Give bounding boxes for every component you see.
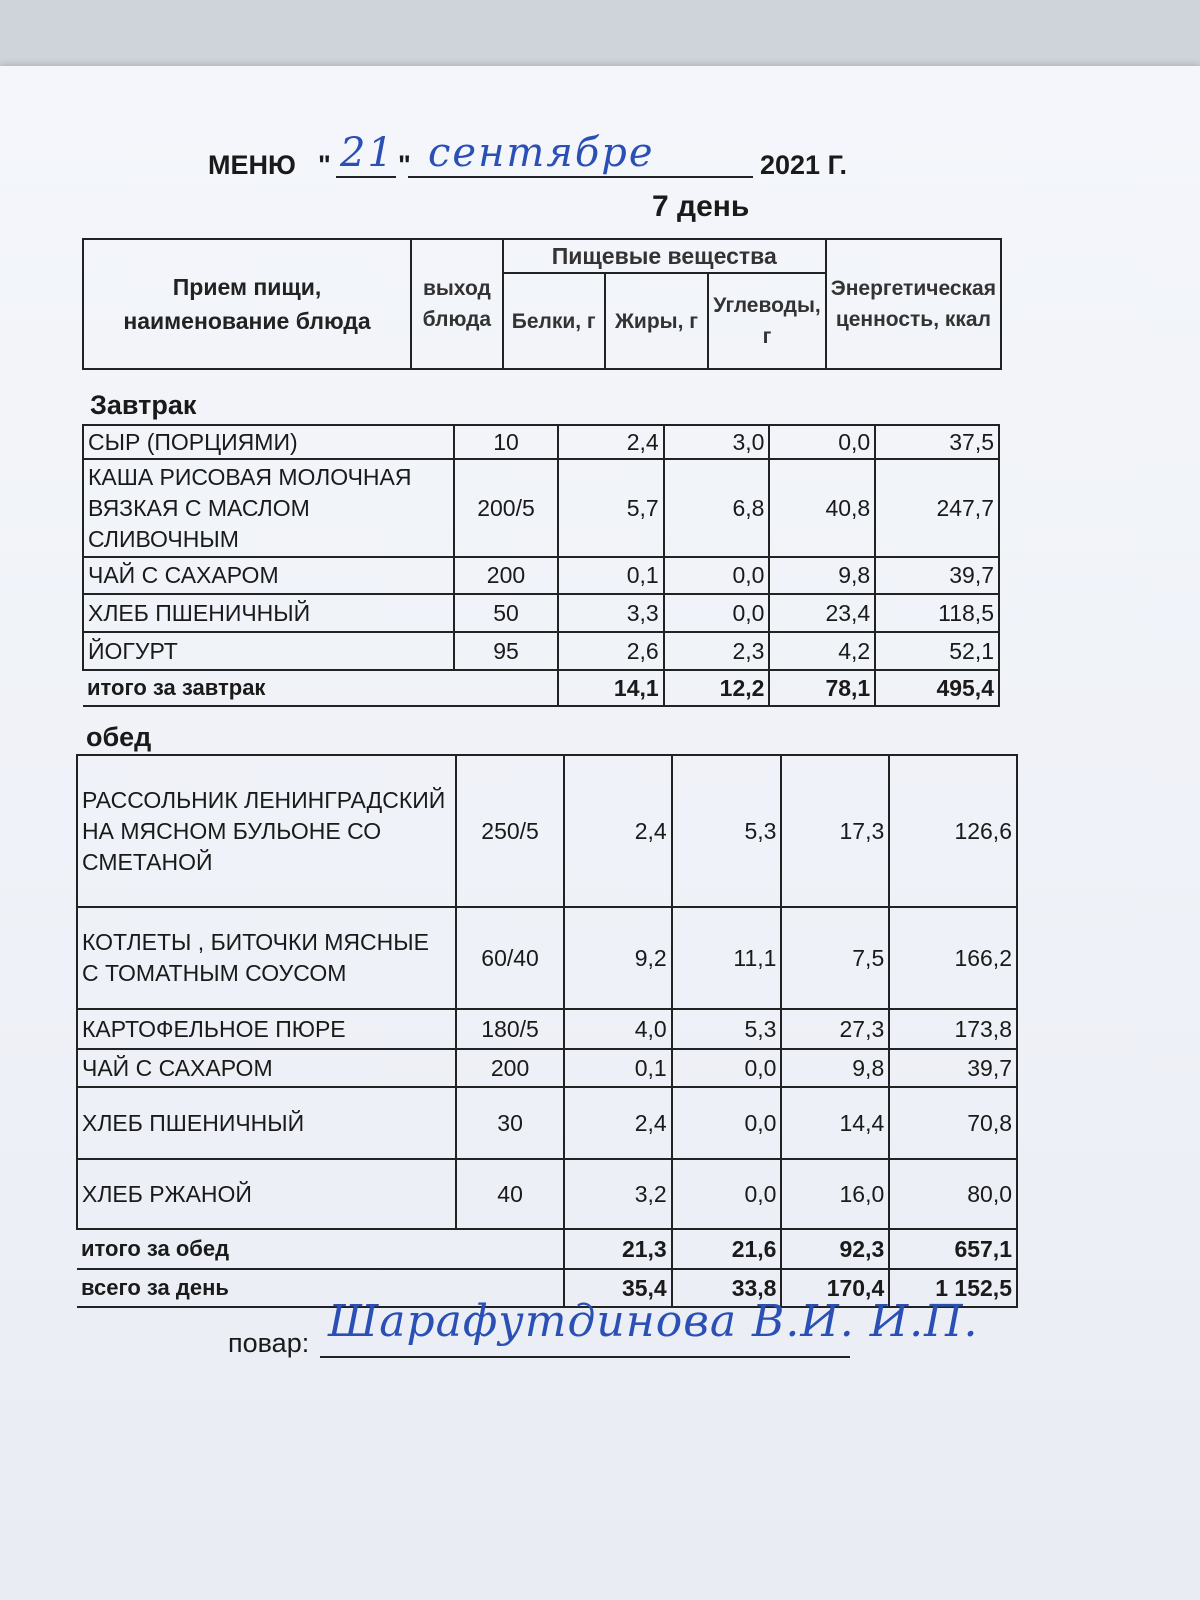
dish-output: 250/5 bbox=[456, 755, 564, 907]
dish-fat: 11,1 bbox=[672, 907, 782, 1009]
total-energy: 495,4 bbox=[875, 670, 999, 706]
dish-output: 95 bbox=[454, 632, 558, 670]
dish-name: СЫР (ПОРЦИЯМИ) bbox=[83, 425, 454, 459]
dish-protein: 3,2 bbox=[564, 1159, 672, 1229]
quote-open: " bbox=[318, 150, 331, 180]
total-carbs: 92,3 bbox=[781, 1229, 889, 1269]
col-fat: Жиры, г bbox=[605, 273, 709, 369]
dish-carbs: 9,8 bbox=[781, 1049, 889, 1087]
day-total-energy: 1 152,5 bbox=[889, 1269, 1017, 1307]
dish-output: 180/5 bbox=[456, 1009, 564, 1049]
day-number: 7 день bbox=[652, 190, 750, 223]
total-label: итого за завтрак bbox=[83, 670, 558, 706]
total-fat: 12,2 bbox=[664, 670, 770, 706]
dish-protein: 3,3 bbox=[558, 594, 664, 632]
handwritten-month: сентябре bbox=[428, 130, 655, 176]
day-total-fat: 33,8 bbox=[672, 1269, 782, 1307]
dish-name: ХЛЕБ ПШЕНИЧНЫЙ bbox=[83, 594, 454, 632]
dish-carbs: 14,4 bbox=[781, 1087, 889, 1159]
column-header-table bbox=[82, 238, 1002, 370]
dish-carbs: 40,8 bbox=[769, 459, 875, 557]
day-total-label: всего за день bbox=[77, 1269, 564, 1307]
total-label: итого за обед bbox=[77, 1229, 564, 1269]
dish-energy: 166,2 bbox=[889, 907, 1017, 1009]
table-row bbox=[83, 557, 999, 594]
dish-output: 50 bbox=[454, 594, 558, 632]
dish-fat: 3,0 bbox=[664, 425, 770, 459]
dish-name: ХЛЕБ ПШЕНИЧНЫЙ bbox=[77, 1087, 456, 1159]
dish-energy: 37,5 bbox=[875, 425, 999, 459]
day-field bbox=[336, 130, 396, 178]
dish-protein: 2,4 bbox=[558, 425, 664, 459]
dish-carbs: 17,3 bbox=[781, 755, 889, 907]
dish-output: 200 bbox=[454, 557, 558, 594]
breakfast-table bbox=[82, 424, 1000, 707]
dish-energy: 39,7 bbox=[889, 1049, 1017, 1087]
dish-energy: 80,0 bbox=[889, 1159, 1017, 1229]
total-energy: 657,1 bbox=[889, 1229, 1017, 1269]
day-total-protein: 35,4 bbox=[564, 1269, 672, 1307]
table-row bbox=[77, 1049, 1017, 1087]
dish-output: 200/5 bbox=[454, 459, 558, 557]
month-field bbox=[408, 130, 753, 178]
dish-output: 10 bbox=[454, 425, 558, 459]
cook-label: повар: bbox=[228, 1328, 310, 1358]
dish-fat: 5,3 bbox=[672, 1009, 782, 1049]
dish-name: КОТЛЕТЫ , БИТОЧКИ МЯСНЫЕ С ТОМАТНЫМ СОУСОМ bbox=[77, 907, 456, 1009]
day-total-carbs: 170,4 bbox=[781, 1269, 889, 1307]
dish-fat: 0,0 bbox=[664, 594, 770, 632]
cook-signature: Шарафутдинова В.И. И.П. bbox=[328, 1296, 979, 1347]
dish-carbs: 9,8 bbox=[769, 557, 875, 594]
dish-protein: 2,4 bbox=[564, 755, 672, 907]
dish-energy: 126,6 bbox=[889, 755, 1017, 907]
dish-protein: 9,2 bbox=[564, 907, 672, 1009]
col-protein: Белки, г bbox=[503, 273, 605, 369]
dish-fat: 2,3 bbox=[664, 632, 770, 670]
total-fat: 21,6 bbox=[672, 1229, 782, 1269]
dish-fat: 0,0 bbox=[672, 1049, 782, 1087]
dish-output: 40 bbox=[456, 1159, 564, 1229]
table-row bbox=[83, 425, 999, 459]
dish-output: 200 bbox=[456, 1049, 564, 1087]
dish-name: ЧАЙ С САХАРОМ bbox=[83, 557, 454, 594]
dish-energy: 52,1 bbox=[875, 632, 999, 670]
dish-fat: 0,0 bbox=[664, 557, 770, 594]
table-row bbox=[77, 1087, 1017, 1159]
table-row bbox=[83, 632, 999, 670]
dish-carbs: 27,3 bbox=[781, 1009, 889, 1049]
total-carbs: 78,1 bbox=[769, 670, 875, 706]
dish-name: ЧАЙ С САХАРОМ bbox=[77, 1049, 456, 1087]
dish-fat: 6,8 bbox=[664, 459, 770, 557]
dish-output: 30 bbox=[456, 1087, 564, 1159]
dish-fat: 0,0 bbox=[672, 1159, 782, 1229]
dish-output: 60/40 bbox=[456, 907, 564, 1009]
menu-label: МЕНЮ bbox=[208, 150, 296, 180]
table-row bbox=[77, 1009, 1017, 1049]
dish-carbs: 7,5 bbox=[781, 907, 889, 1009]
lunch-label: обед bbox=[86, 722, 152, 752]
table-row bbox=[77, 907, 1017, 1009]
dish-energy: 173,8 bbox=[889, 1009, 1017, 1049]
year-label: 2021 Г. bbox=[760, 150, 847, 180]
table-row bbox=[77, 755, 1017, 907]
dish-protein: 5,7 bbox=[558, 459, 664, 557]
dish-protein: 4,0 bbox=[564, 1009, 672, 1049]
col-output: выход блюда bbox=[411, 239, 503, 369]
breakfast-label: Завтрак bbox=[90, 390, 197, 420]
col-energy: Энергетическая ценность, ккал bbox=[826, 239, 1001, 369]
cook-footer bbox=[228, 1296, 1028, 1380]
dish-carbs: 16,0 bbox=[781, 1159, 889, 1229]
total-protein: 21,3 bbox=[564, 1229, 672, 1269]
dish-protein: 2,4 bbox=[564, 1087, 672, 1159]
dish-name: ЙОГУРТ bbox=[83, 632, 454, 670]
col-nutrients: Пищевые вещества bbox=[503, 239, 826, 273]
dish-carbs: 4,2 bbox=[769, 632, 875, 670]
handwritten-day: 21 bbox=[340, 130, 395, 176]
dish-protein: 0,1 bbox=[558, 557, 664, 594]
dish-name: КАРТОФЕЛЬНОЕ ПЮРЕ bbox=[77, 1009, 456, 1049]
dish-carbs: 0,0 bbox=[769, 425, 875, 459]
table-row bbox=[83, 459, 999, 557]
dish-fat: 5,3 bbox=[672, 755, 782, 907]
dish-name: РАССОЛЬНИК ЛЕНИНГРАДСКИЙ НА МЯСНОМ БУЛЬОНЕ СО СМЕТАНОЙ bbox=[77, 755, 456, 907]
col-carbs: Углеводы, г bbox=[708, 273, 826, 369]
dish-energy: 247,7 bbox=[875, 459, 999, 557]
dish-protein: 0,1 bbox=[564, 1049, 672, 1087]
dish-name: ХЛЕБ РЖАНОЙ bbox=[77, 1159, 456, 1229]
breakfast-total-row bbox=[83, 670, 999, 706]
dish-protein: 2,6 bbox=[558, 632, 664, 670]
table-row bbox=[83, 594, 999, 632]
dish-energy: 118,5 bbox=[875, 594, 999, 632]
col-meal: Прием пищи, наименование блюда bbox=[83, 239, 411, 369]
menu-header bbox=[208, 130, 888, 198]
lunch-total-row bbox=[77, 1229, 1017, 1269]
dish-energy: 70,8 bbox=[889, 1087, 1017, 1159]
dish-carbs: 23,4 bbox=[769, 594, 875, 632]
dish-name: КАША РИСОВАЯ МОЛОЧНАЯ ВЯЗКАЯ С МАСЛОМ СЛИВОЧНЫМ bbox=[83, 459, 454, 557]
table-row bbox=[77, 1159, 1017, 1229]
quote-close: " bbox=[398, 150, 411, 180]
lunch-table bbox=[76, 754, 1018, 1308]
dish-fat: 0,0 bbox=[672, 1087, 782, 1159]
total-protein: 14,1 bbox=[558, 670, 664, 706]
dish-energy: 39,7 bbox=[875, 557, 999, 594]
